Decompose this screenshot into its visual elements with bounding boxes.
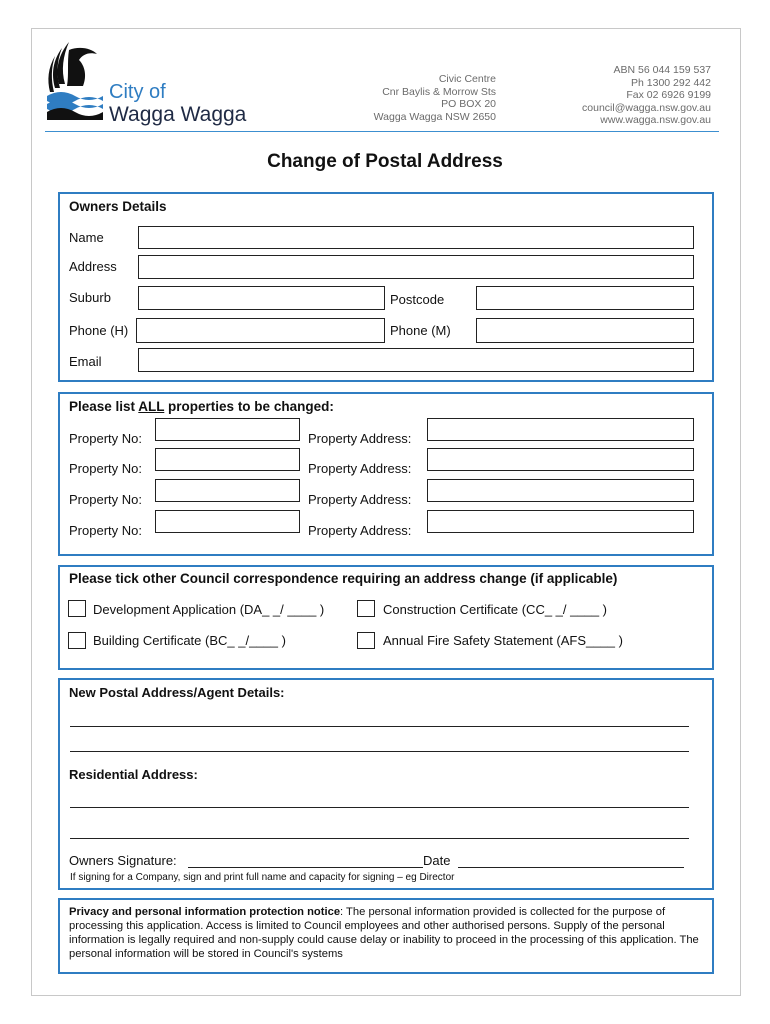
properties-heading-pre: Please list <box>69 399 139 414</box>
property-no-field[interactable] <box>155 479 300 502</box>
date-line[interactable] <box>458 867 684 868</box>
city-logo-icon <box>45 40 105 126</box>
properties-heading <box>69 399 334 414</box>
address-label: Address <box>69 259 117 274</box>
email-label: Email <box>69 354 102 369</box>
postcode-field[interactable] <box>476 286 694 310</box>
phone: Ph 1300 292 442 <box>631 76 711 89</box>
da-checkbox[interactable] <box>68 600 86 617</box>
property-no-label: Property No: <box>69 523 142 538</box>
contact-details <box>582 64 711 127</box>
bc-checkbox[interactable] <box>68 632 86 649</box>
company-signing-note: If signing for a Company, sign and print full name and capacity for signing – eg Director <box>70 872 455 883</box>
email-field[interactable] <box>138 348 694 372</box>
logo-wagga-wagga: Wagga Wagga <box>109 103 247 126</box>
properties-heading-post: properties to be changed: <box>164 399 334 414</box>
privacy-notice-text: : The personal information provided is collected for the purpose of processing this application. Access is limited to Council employees and other authorised persons. Supply of the personal information is legally required and non-supply could cause delay or inability to proceed in the processing of this application. The personal information will be stored in Council's systems <box>69 906 699 960</box>
name-field[interactable] <box>138 226 694 249</box>
postal-heading: New Postal Address/Agent Details: <box>69 685 285 700</box>
cc-label: Construction Certificate (CC_ _/ ____ ) <box>383 602 607 617</box>
phone-home-label: Phone (H) <box>69 323 129 338</box>
property-address-label: Property Address: <box>308 492 412 507</box>
suburb-field[interactable] <box>138 286 385 310</box>
privacy-notice-title: Privacy and personal information protection notice <box>69 906 341 918</box>
residential-line-1[interactable] <box>70 807 689 808</box>
fax: Fax 02 6926 9199 <box>626 89 711 101</box>
correspondence-heading: Please tick other Council correspondence requiring an address change (if applicable) <box>69 571 618 586</box>
property-no-label: Property No: <box>69 461 142 476</box>
da-label: Development Application (DA_ _/ ____ ) <box>93 602 325 617</box>
property-no-field[interactable] <box>155 510 300 533</box>
phone-mobile-field[interactable] <box>476 318 694 343</box>
civic-line: PO BOX 20 <box>441 98 496 110</box>
property-address-field[interactable] <box>427 510 694 533</box>
website-link[interactable]: www.wagga.nsw.gov.au <box>600 114 711 126</box>
property-address-field[interactable] <box>427 448 694 471</box>
abn: ABN 56 044 159 537 <box>613 64 711 76</box>
property-no-field[interactable] <box>155 418 300 441</box>
signature-line[interactable] <box>188 867 423 868</box>
properties-heading-all: ALL <box>138 399 165 414</box>
bc-label: Building Certificate (BC_ _/____ ) <box>93 633 286 648</box>
privacy-notice <box>69 905 699 961</box>
property-address-field[interactable] <box>427 479 694 502</box>
logo-city-of: City of <box>109 81 166 103</box>
property-no-label: Property No: <box>69 492 142 507</box>
postcode-label: Postcode <box>390 292 445 307</box>
header-divider <box>45 131 719 132</box>
phone-mobile-label: Phone (M) <box>390 323 451 338</box>
property-no-label: Property No: <box>69 431 142 446</box>
cc-checkbox[interactable] <box>357 600 375 617</box>
postal-line-2[interactable] <box>70 751 689 752</box>
address-field[interactable] <box>138 255 694 279</box>
residential-heading: Residential Address: <box>69 767 198 782</box>
property-address-label: Property Address: <box>308 523 412 538</box>
afs-label: Annual Fire Safety Statement (AFS____ ) <box>383 633 623 648</box>
property-address-label: Property Address: <box>308 461 412 476</box>
property-address-field[interactable] <box>427 418 694 441</box>
civic-line: Civic Centre <box>438 73 496 85</box>
civic-line: Cnr Baylis & Morrow Sts <box>382 85 496 98</box>
civic-address <box>374 73 496 123</box>
owners-heading: Owners Details <box>69 199 167 214</box>
name-label: Name <box>69 230 104 245</box>
page-title: Change of Postal Address <box>267 151 503 172</box>
email-link[interactable]: council@wagga.nsw.gov.au <box>582 101 711 114</box>
civic-line: Wagga Wagga NSW 2650 <box>373 110 496 123</box>
residential-line-2[interactable] <box>70 838 689 839</box>
property-address-label: Property Address: <box>308 431 412 446</box>
postal-line-1[interactable] <box>70 726 689 727</box>
property-no-field[interactable] <box>155 448 300 471</box>
suburb-label: Suburb <box>69 290 111 305</box>
afs-checkbox[interactable] <box>357 632 375 649</box>
date-label: Date <box>423 853 451 868</box>
signature-label: Owners Signature: <box>69 853 177 868</box>
phone-home-field[interactable] <box>136 318 385 343</box>
